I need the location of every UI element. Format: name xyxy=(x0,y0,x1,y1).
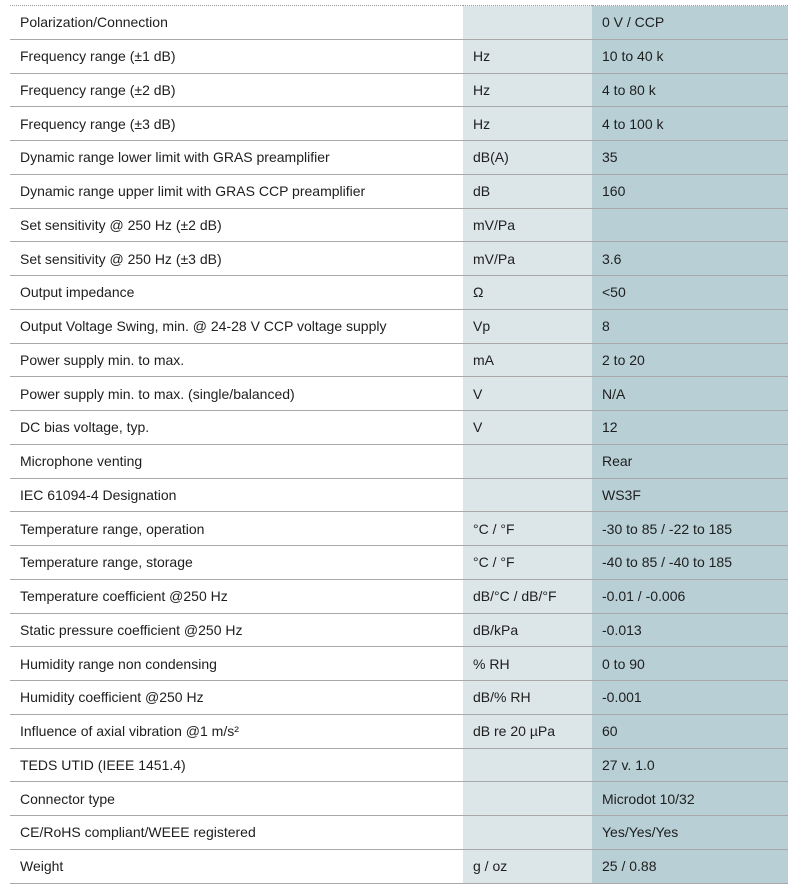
value-cell: 35 xyxy=(592,141,788,175)
value-cell: <50 xyxy=(592,276,788,310)
table-row xyxy=(10,546,788,580)
parameter-cell: DC bias voltage, typ. xyxy=(10,411,463,445)
value-cell: -0.001 xyxy=(592,681,788,715)
parameter-cell: Temperature range, storage xyxy=(10,546,463,580)
unit-cell: Ω xyxy=(463,276,592,310)
parameter-cell: TEDS UTID (IEEE 1451.4) xyxy=(10,748,463,782)
parameter-cell: Polarization/Connection xyxy=(10,6,463,40)
parameter-cell: IEC 61094-4 Designation xyxy=(10,478,463,512)
parameter-cell: Weight xyxy=(10,849,463,883)
table-row xyxy=(10,647,788,681)
value-cell: 25 / 0.88 xyxy=(592,849,788,883)
unit-cell: °C / °F xyxy=(463,546,592,580)
parameter-cell: Influence of axial vibration @1 m/s² xyxy=(10,714,463,748)
table-row xyxy=(10,242,788,276)
table-row xyxy=(10,107,788,141)
table-row xyxy=(10,478,788,512)
value-cell: 3.6 xyxy=(592,242,788,276)
parameter-cell: Dynamic range upper limit with GRAS CCP preamplifier xyxy=(10,174,463,208)
value-cell: 27 v. 1.0 xyxy=(592,748,788,782)
table-row xyxy=(10,208,788,242)
parameter-cell: Humidity coefficient @250 Hz xyxy=(10,681,463,715)
value-cell: Yes/Yes/Yes xyxy=(592,816,788,850)
unit-cell: Hz xyxy=(463,39,592,73)
value-cell: 4 to 100 k xyxy=(592,107,788,141)
unit-cell: V xyxy=(463,377,592,411)
unit-cell: V xyxy=(463,411,592,445)
unit-cell: % RH xyxy=(463,647,592,681)
value-cell: -40 to 85 / -40 to 185 xyxy=(592,546,788,580)
parameter-cell: Output impedance xyxy=(10,276,463,310)
unit-cell xyxy=(463,816,592,850)
table-row xyxy=(10,343,788,377)
value-cell: 0 V / CCP xyxy=(592,6,788,40)
unit-cell: dB/°C / dB/°F xyxy=(463,579,592,613)
parameter-cell: Dynamic range lower limit with GRAS preamplifier xyxy=(10,141,463,175)
table-row xyxy=(10,782,788,816)
unit-cell: dB re 20 µPa xyxy=(463,714,592,748)
value-cell: 4 to 80 k xyxy=(592,73,788,107)
parameter-cell: Temperature range, operation xyxy=(10,512,463,546)
unit-cell xyxy=(463,782,592,816)
table-row xyxy=(10,714,788,748)
table-row xyxy=(10,6,788,40)
parameter-cell: Temperature coefficient @250 Hz xyxy=(10,579,463,613)
unit-cell xyxy=(463,6,592,40)
unit-cell: Vp xyxy=(463,309,592,343)
unit-cell: dB(A) xyxy=(463,141,592,175)
unit-cell: dB xyxy=(463,174,592,208)
table-row xyxy=(10,309,788,343)
value-cell: N/A xyxy=(592,377,788,411)
parameter-cell: Humidity range non condensing xyxy=(10,647,463,681)
parameter-cell: Microphone venting xyxy=(10,444,463,478)
parameter-cell: Set sensitivity @ 250 Hz (±3 dB) xyxy=(10,242,463,276)
unit-cell: Hz xyxy=(463,73,592,107)
parameter-cell: Set sensitivity @ 250 Hz (±2 dB) xyxy=(10,208,463,242)
value-cell: 60 xyxy=(592,714,788,748)
table-row xyxy=(10,444,788,478)
unit-cell: mA xyxy=(463,343,592,377)
parameter-cell: Frequency range (±2 dB) xyxy=(10,73,463,107)
value-cell: 2 to 20 xyxy=(592,343,788,377)
specification-table xyxy=(10,5,788,884)
table-row xyxy=(10,849,788,883)
table-row xyxy=(10,816,788,850)
unit-cell: Hz xyxy=(463,107,592,141)
table-row xyxy=(10,613,788,647)
specification-table-body xyxy=(10,6,788,884)
value-cell: 8 xyxy=(592,309,788,343)
table-row xyxy=(10,377,788,411)
table-row xyxy=(10,748,788,782)
value-cell: WS3F xyxy=(592,478,788,512)
table-row xyxy=(10,141,788,175)
unit-cell xyxy=(463,748,592,782)
unit-cell: mV/Pa xyxy=(463,208,592,242)
parameter-cell: CE/RoHS compliant/WEEE registered xyxy=(10,816,463,850)
value-cell: 12 xyxy=(592,411,788,445)
unit-cell: mV/Pa xyxy=(463,242,592,276)
table-row xyxy=(10,411,788,445)
parameter-cell: Static pressure coefficient @250 Hz xyxy=(10,613,463,647)
value-cell: 10 to 40 k xyxy=(592,39,788,73)
table-row xyxy=(10,39,788,73)
value-cell: 160 xyxy=(592,174,788,208)
table-row xyxy=(10,512,788,546)
value-cell: -0.01 / -0.006 xyxy=(592,579,788,613)
value-cell: 0 to 90 xyxy=(592,647,788,681)
unit-cell xyxy=(463,478,592,512)
unit-cell: dB/% RH xyxy=(463,681,592,715)
value-cell xyxy=(592,208,788,242)
unit-cell xyxy=(463,444,592,478)
value-cell: Rear xyxy=(592,444,788,478)
parameter-cell: Frequency range (±1 dB) xyxy=(10,39,463,73)
table-row xyxy=(10,276,788,310)
parameter-cell: Power supply min. to max. xyxy=(10,343,463,377)
unit-cell: dB/kPa xyxy=(463,613,592,647)
table-row xyxy=(10,681,788,715)
parameter-cell: Output Voltage Swing, min. @ 24-28 V CCP voltage supply xyxy=(10,309,463,343)
unit-cell: g / oz xyxy=(463,849,592,883)
table-row xyxy=(10,174,788,208)
value-cell: Microdot 10/32 xyxy=(592,782,788,816)
parameter-cell: Connector type xyxy=(10,782,463,816)
value-cell: -0.013 xyxy=(592,613,788,647)
table-row xyxy=(10,579,788,613)
parameter-cell: Power supply min. to max. (single/balanced) xyxy=(10,377,463,411)
table-row xyxy=(10,73,788,107)
parameter-cell: Frequency range (±3 dB) xyxy=(10,107,463,141)
value-cell: -30 to 85 / -22 to 185 xyxy=(592,512,788,546)
unit-cell: °C / °F xyxy=(463,512,592,546)
